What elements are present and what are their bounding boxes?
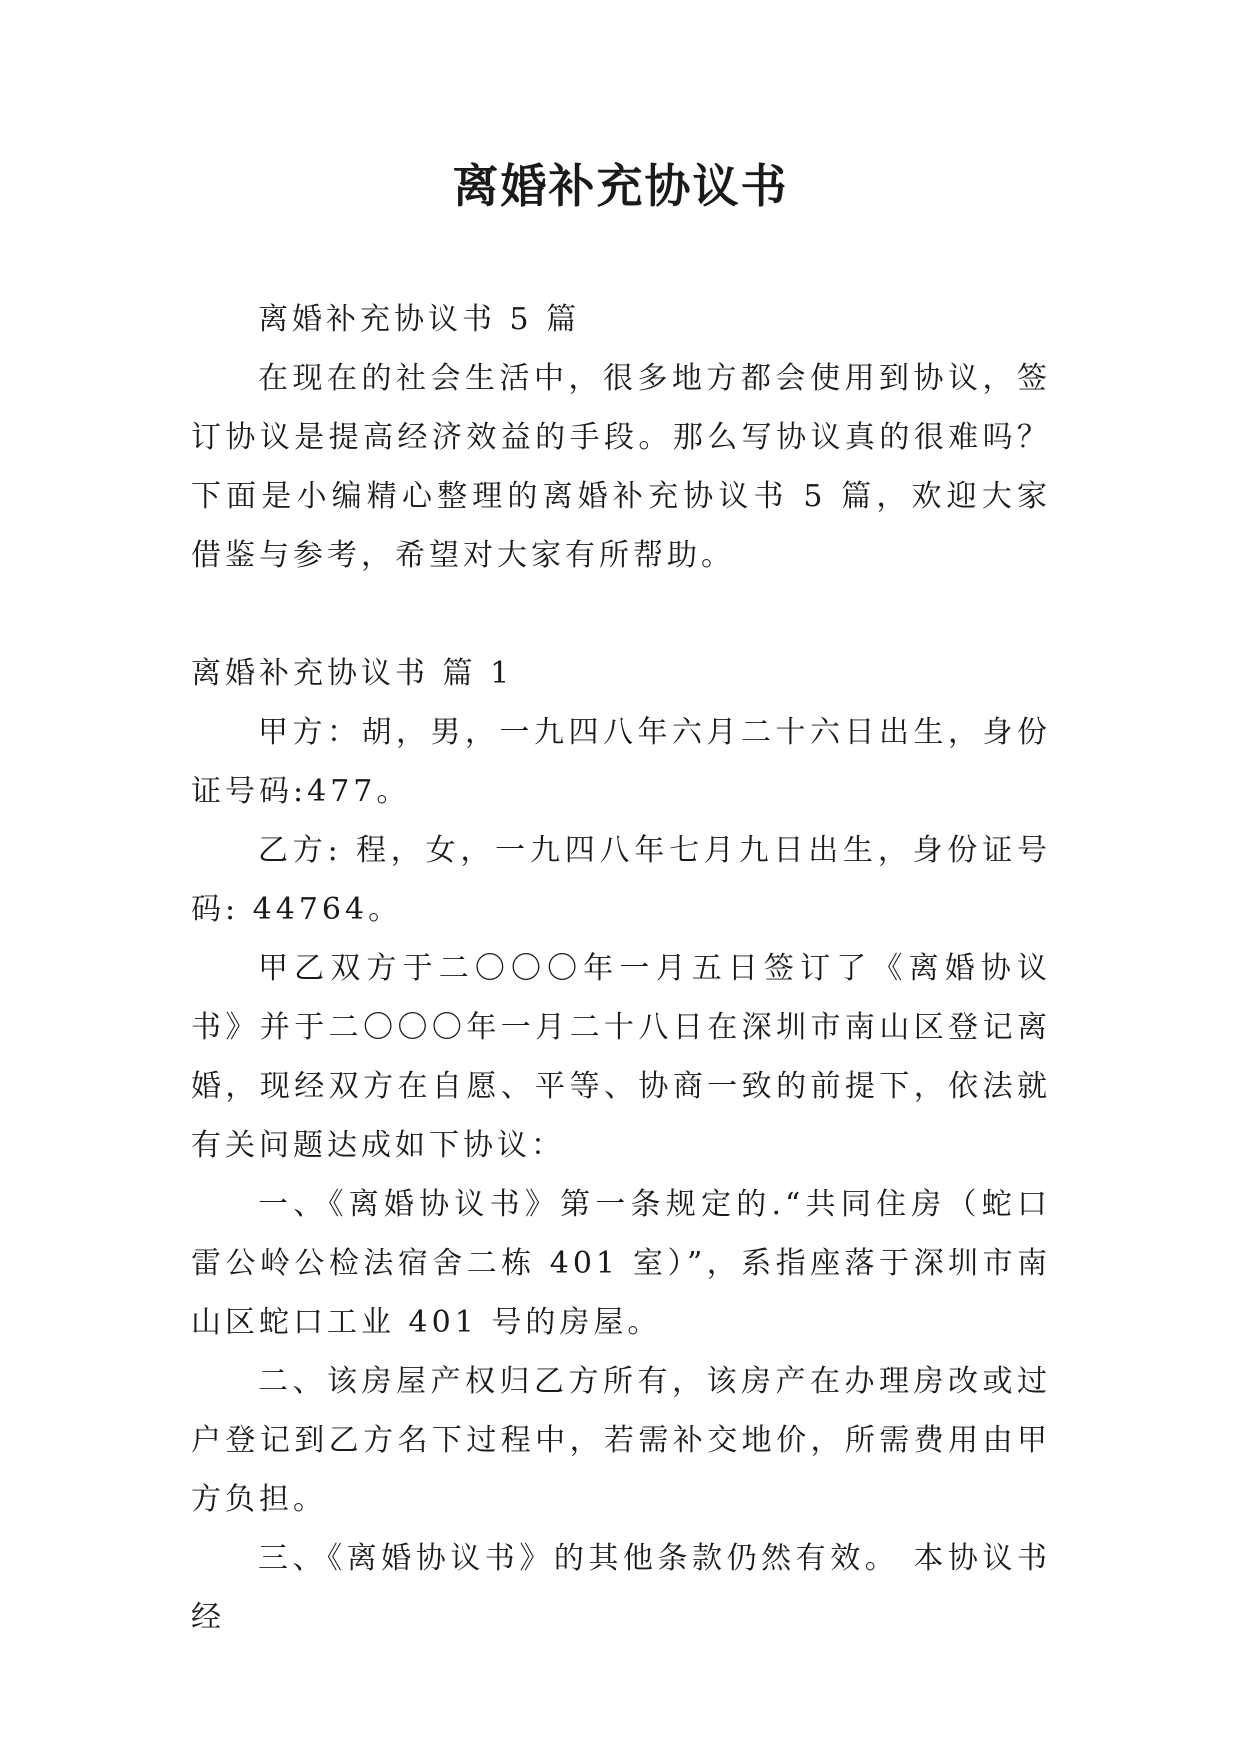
document-body [191, 290, 1051, 1647]
paragraph-clause-3: 三、《离婚协议书》的其他条款仍然有效。 本协议书经 [191, 1541, 1051, 1635]
section-heading-1: 离婚补充协议书 篇 1 [191, 656, 514, 691]
paragraph-clause-2: 二、该房屋产权归乙方所有，该房产在办理房改或过户登记到乙方名下过程中，若需补交地价，所需费用由甲方负担。 [191, 1364, 1051, 1517]
paragraph-party-b: 乙方: 程，女，一九四八年七月九日出生，身份证号码: 44764。 [191, 833, 1051, 927]
paragraph-intro: 在现在的社会生活中，很多地方都会使用到协议，签订协议是提高经济效益的手段。那么写协议真的很难吗？下面是小编精心整理的离婚补充协议书 5 篇，欢迎大家借鉴与参考，希望对大家有所帮助。 [191, 361, 1051, 573]
page-title: 离婚补充协议书 [452, 159, 789, 213]
paragraph-party-a: 甲方：胡，男，一九四八年六月二十六日出生，身份证号码:477。 [191, 715, 1051, 809]
paragraph-spacer [191, 585, 1051, 644]
paragraph-intro-heading: 离婚补充协议书 5 篇 [258, 302, 581, 337]
paragraph-background: 甲乙双方于二〇〇〇年一月五日签订了《离婚协议书》并于二〇〇〇年一月二十八日在深圳市南山区登记离婚，现经双方在自愿、平等、协商一致的前提下，依法就有关问题达成如下协议： [191, 951, 1051, 1163]
paragraph-clause-1: 一、《离婚协议书》第一条规定的.“共同住房（蛇口雷公岭公检法宿舍二栋 401 室）”，系指座落于深圳市南山区蛇口工业 401 号的房屋。 [191, 1187, 1051, 1340]
